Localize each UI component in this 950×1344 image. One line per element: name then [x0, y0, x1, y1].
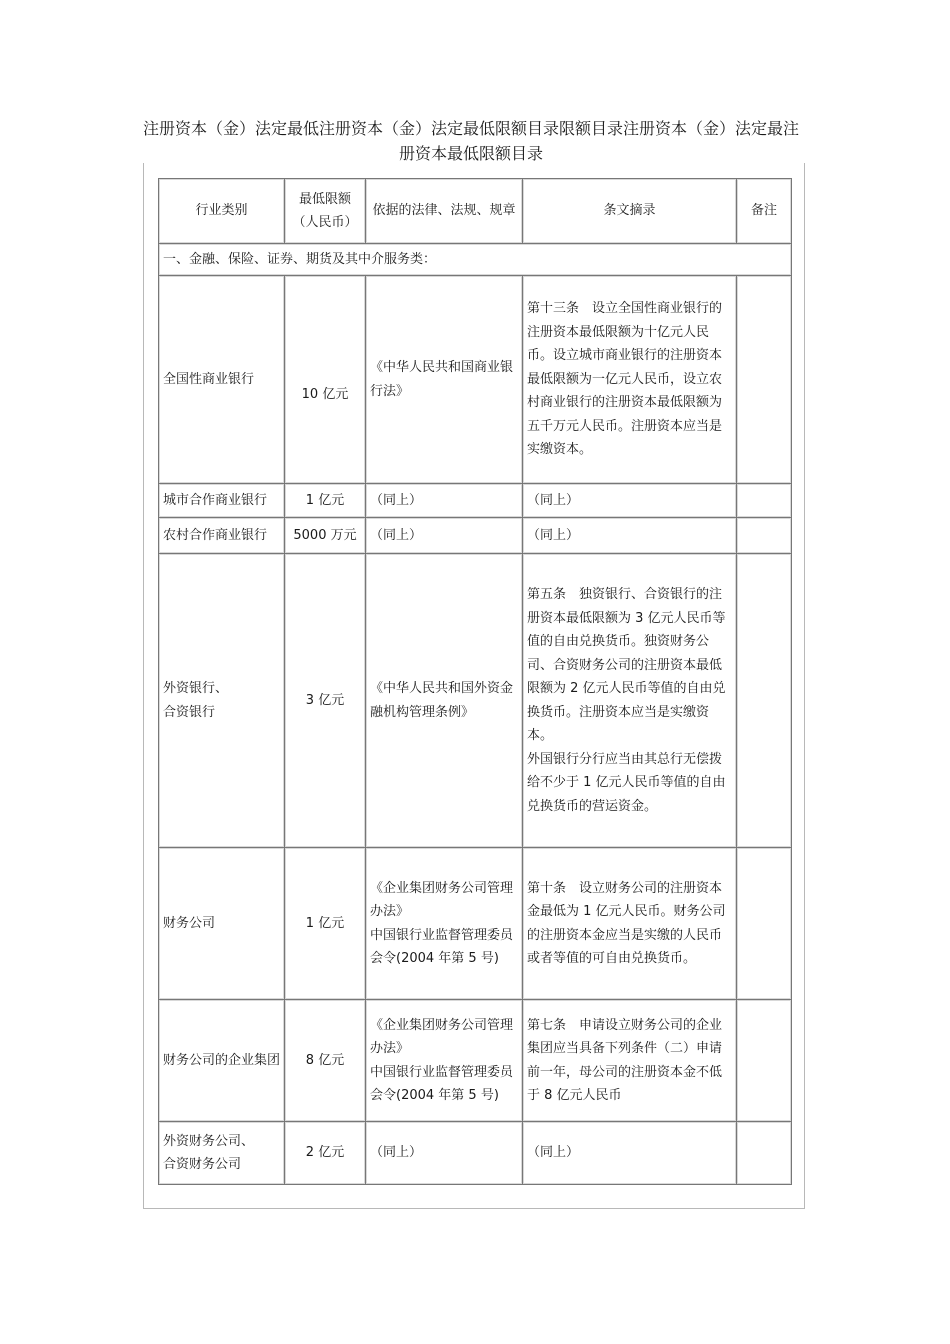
remark-cell [737, 1000, 792, 1122]
amount-cell: 3 亿元 [285, 554, 366, 848]
industry-cell: 财务公司的企业集团 [159, 1000, 285, 1122]
law-cell: 《企业集团财务公司管理办法》 中国银行业监督管理委员会令(2004 年第 5 号) [366, 1000, 523, 1122]
amount-cell: 2 亿元 [285, 1122, 366, 1185]
amount-cell: 8 亿元 [285, 1000, 366, 1122]
header-row [159, 179, 792, 244]
excerpt-cell: 第五条 独资银行、合资银行的注册资本最低限额为 3 亿元人民币等值的自由兑换货币。独资财务公司、合资财务公司的注册资本最低限额为 2 亿元人民币等值的自由兑换货币。注册资本应当是实缴资本。 外国银行分行应当由其总行无偿拨给不少于 1 亿元人民币等值的自由兑换货币的营运资金。 [523, 554, 737, 848]
amount-cell: 1 亿元 [285, 484, 366, 518]
remark-cell [737, 276, 792, 484]
excerpt-cell: 第十三条 设立全国性商业银行的注册资本最低限额为十亿元人民币。设立城市商业银行的注册资本最低限额为一亿元人民币，设立农村商业银行的注册资本最低限额为五千万元人民币。注册资本应当是实缴资本。 [523, 276, 737, 484]
document-title: 注册资本（金）法定最低注册资本（金）法定最低限额目录限额目录注册资本（金）法定最注册资本最低限额目录 [142, 119, 799, 163]
amount-cell: 1 亿元 [285, 848, 366, 1000]
industry-cell: 全国性商业银行 [159, 276, 285, 484]
table-row [159, 848, 792, 1000]
header-min-amount: 最低限额（人民币） [285, 179, 366, 244]
table-row [159, 1122, 792, 1185]
header-industry: 行业类别 [159, 179, 285, 244]
header-excerpt: 条文摘录 [523, 179, 737, 244]
header-law: 依据的法律、法规、规章 [366, 179, 523, 244]
amount-cell: 5000 万元 [285, 518, 366, 554]
excerpt-cell: 第七条 申请设立财务公司的企业集团应当具备下列条件（二）申请前一年，母公司的注册资本金不低于 8 亿元人民币 [523, 1000, 737, 1122]
table-row [159, 1000, 792, 1122]
industry-cell: 外资财务公司、 合资财务公司 [159, 1122, 285, 1185]
table-row [159, 484, 792, 518]
law-cell: 《中华人民共和国外资金融机构管理条例》 [366, 554, 523, 848]
industry-cell: 农村合作商业银行 [159, 518, 285, 554]
law-cell: 《中华人民共和国商业银行法》 [366, 276, 523, 484]
remark-cell [737, 848, 792, 1000]
law-cell: （同上） [366, 1122, 523, 1185]
industry-cell: 财务公司 [159, 848, 285, 1000]
capital-table [158, 178, 792, 1185]
industry-cell: 外资银行、 合资银行 [159, 554, 285, 848]
table-row [159, 518, 792, 554]
remark-cell [737, 554, 792, 848]
remark-cell [737, 518, 792, 554]
section-row [159, 244, 792, 276]
remark-cell [737, 484, 792, 518]
excerpt-cell: 第十条 设立财务公司的注册资本金最低为 1 亿元人民币。财务公司的注册资本金应当是实缴的人民币或者等值的可自由兑换货币。 [523, 848, 737, 1000]
law-cell: 《企业集团财务公司管理办法》 中国银行业监督管理委员会令(2004 年第 5 号) [366, 848, 523, 1000]
section-heading: 一、金融、保险、证券、期货及其中介服务类： [159, 244, 792, 276]
excerpt-cell: （同上） [523, 1122, 737, 1185]
header-remark: 备注 [737, 179, 792, 244]
remark-cell [737, 1122, 792, 1185]
table-row [159, 554, 792, 848]
excerpt-cell: （同上） [523, 484, 737, 518]
law-cell: （同上） [366, 518, 523, 554]
amount-cell: 10 亿元 [285, 276, 366, 484]
industry-cell: 城市合作商业银行 [159, 484, 285, 518]
table-row [159, 276, 792, 484]
law-cell: （同上） [366, 484, 523, 518]
excerpt-cell: （同上） [523, 518, 737, 554]
